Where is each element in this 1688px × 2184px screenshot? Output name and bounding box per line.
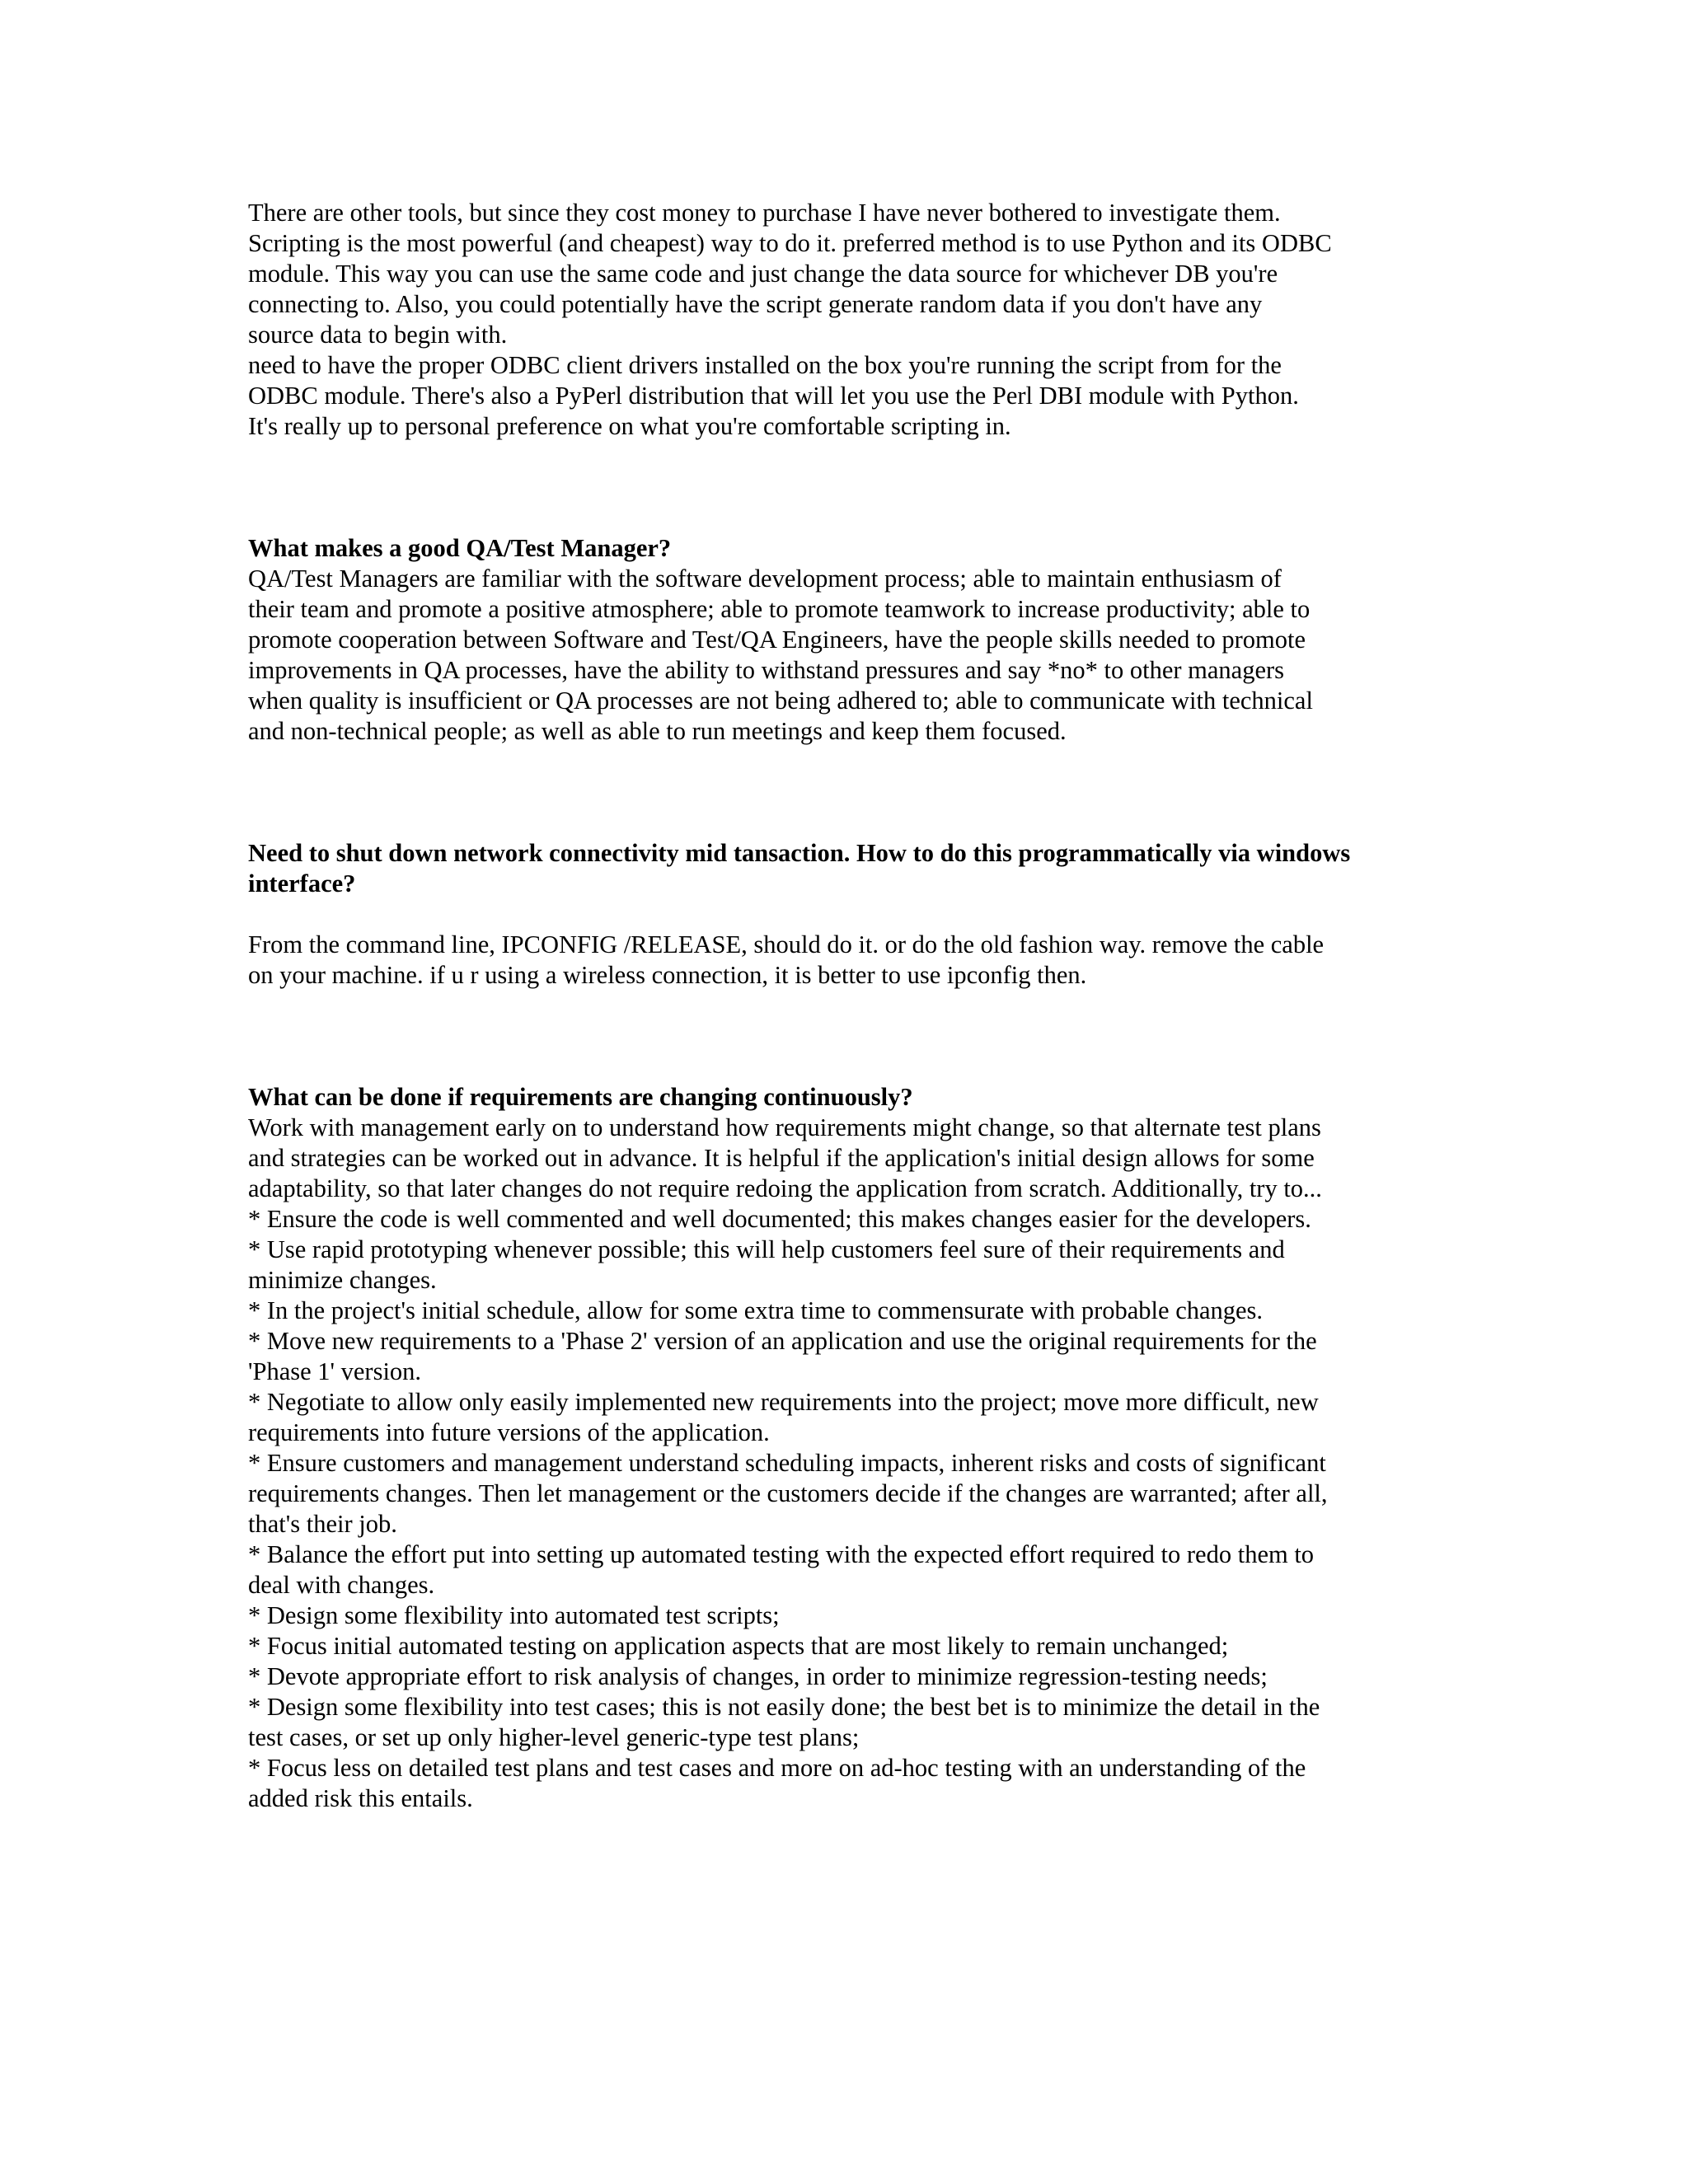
answer-line: QA/Test Managers are familiar with the software development process; able to maintain enthusiasm of xyxy=(248,565,1282,593)
answer-line: deal with changes. xyxy=(248,1571,435,1599)
spacer xyxy=(248,442,1443,533)
intro-paragraph xyxy=(248,198,1443,442)
answer-line: improvements in QA processes, have the ability to withstand pressures and say *no* to other managers xyxy=(248,656,1285,684)
answer-line: * Design some flexibility into automated test scripts; xyxy=(248,1601,780,1629)
text-line: module. This way you can use the same code and just change the data source for whichever DB you're xyxy=(248,260,1278,288)
answer-line: that's their job. xyxy=(248,1510,397,1538)
text-line: source data to begin with. xyxy=(248,321,508,349)
answer-line: and strategies can be worked out in advance. It is helpful if the application's initial design allows for some xyxy=(248,1144,1315,1172)
answer-line: From the command line, IPCONFIG /RELEASE, should do it. or do the old fashion way. remove the cable xyxy=(248,930,1325,958)
answer-line: added risk this entails. xyxy=(248,1784,473,1812)
question-heading: Need to shut down network connectivity mid tansaction. How to do this programmatically via windows xyxy=(248,839,1351,867)
answer-line: 'Phase 1' version. xyxy=(248,1357,422,1385)
answer-line: requirements changes. Then let management or the customers decide if the changes are warranted; after all, xyxy=(248,1479,1328,1507)
spacer xyxy=(248,899,1443,930)
question-heading: interface? xyxy=(248,869,356,898)
answer-line: when quality is insufficient or QA processes are not being adhered to; able to communicate with technical xyxy=(248,687,1313,715)
document-body xyxy=(248,198,1443,1814)
question-heading: What can be done if requirements are changing continuously? xyxy=(248,1083,913,1111)
answer-line: * Negotiate to allow only easily implemented new requirements into the project; move more difficult, new xyxy=(248,1388,1319,1416)
answer-line: * Focus less on detailed test plans and test cases and more on ad-hoc testing with an understanding of the xyxy=(248,1754,1306,1782)
text-line: connecting to. Also, you could potentially have the script generate random data if you don't have any xyxy=(248,290,1263,318)
answer-line: their team and promote a positive atmosphere; able to promote teamwork to increase productivity; able to xyxy=(248,595,1311,623)
answer-line: Work with management early on to understand how requirements might change, so that alternate test plans xyxy=(248,1113,1321,1141)
section-qa-manager xyxy=(248,533,1443,747)
answer-line: * Ensure the code is well commented and well documented; this makes changes easier for the developers. xyxy=(248,1205,1311,1233)
answer-line: test cases, or set up only higher-level generic-type test plans; xyxy=(248,1723,860,1751)
answer-line: * Design some flexibility into test cases; this is not easily done; the best bet is to minimize the detail in the xyxy=(248,1693,1320,1721)
spacer xyxy=(248,747,1443,838)
answer-line: on your machine. if u r using a wireless connection, it is better to use ipconfig then. xyxy=(248,961,1087,989)
section-changing-requirements xyxy=(248,1082,1443,1814)
answer-line: * Ensure customers and management understand scheduling impacts, inherent risks and costs of significant xyxy=(248,1449,1326,1477)
answer-line: and non-technical people; as well as able to run meetings and keep them focused. xyxy=(248,717,1067,745)
section-network-connectivity xyxy=(248,838,1443,991)
answer-line: minimize changes. xyxy=(248,1266,437,1294)
answer-line: * Focus initial automated testing on application aspects that are most likely to remain unchanged; xyxy=(248,1632,1229,1660)
answer-line: * Balance the effort put into setting up automated testing with the expected effort required to redo them to xyxy=(248,1540,1315,1568)
question-heading: What makes a good QA/Test Manager? xyxy=(248,534,672,562)
answer-line: * Use rapid prototyping whenever possible; this will help customers feel sure of their requirements and xyxy=(248,1235,1285,1263)
text-line: need to have the proper ODBC client drivers installed on the box you're running the script from for the xyxy=(248,351,1282,379)
spacer xyxy=(248,991,1443,1082)
answer-line: requirements into future versions of the application. xyxy=(248,1418,770,1446)
answer-line: adaptability, so that later changes do not require redoing the application from scratch. Additionally, try to... xyxy=(248,1174,1322,1202)
text-line: ODBC module. There's also a PyPerl distribution that will let you use the Perl DBI module with Python. xyxy=(248,382,1299,410)
answer-line: promote cooperation between Software and Test/QA Engineers, have the people skills needed to promote xyxy=(248,626,1306,654)
text-line: There are other tools, but since they cost money to purchase I have never bothered to investigate them. xyxy=(248,199,1281,227)
answer-line: * In the project's initial schedule, allow for some extra time to commensurate with probable changes. xyxy=(248,1296,1264,1324)
text-line: It's really up to personal preference on what you're comfortable scripting in. xyxy=(248,412,1011,440)
answer-line: * Move new requirements to a 'Phase 2' version of an application and use the original requirements for the xyxy=(248,1327,1317,1355)
text-line: Scripting is the most powerful (and cheapest) way to do it. preferred method is to use Python and its ODBC xyxy=(248,229,1332,257)
answer-line: * Devote appropriate effort to risk analysis of changes, in order to minimize regression-testing needs; xyxy=(248,1662,1268,1690)
